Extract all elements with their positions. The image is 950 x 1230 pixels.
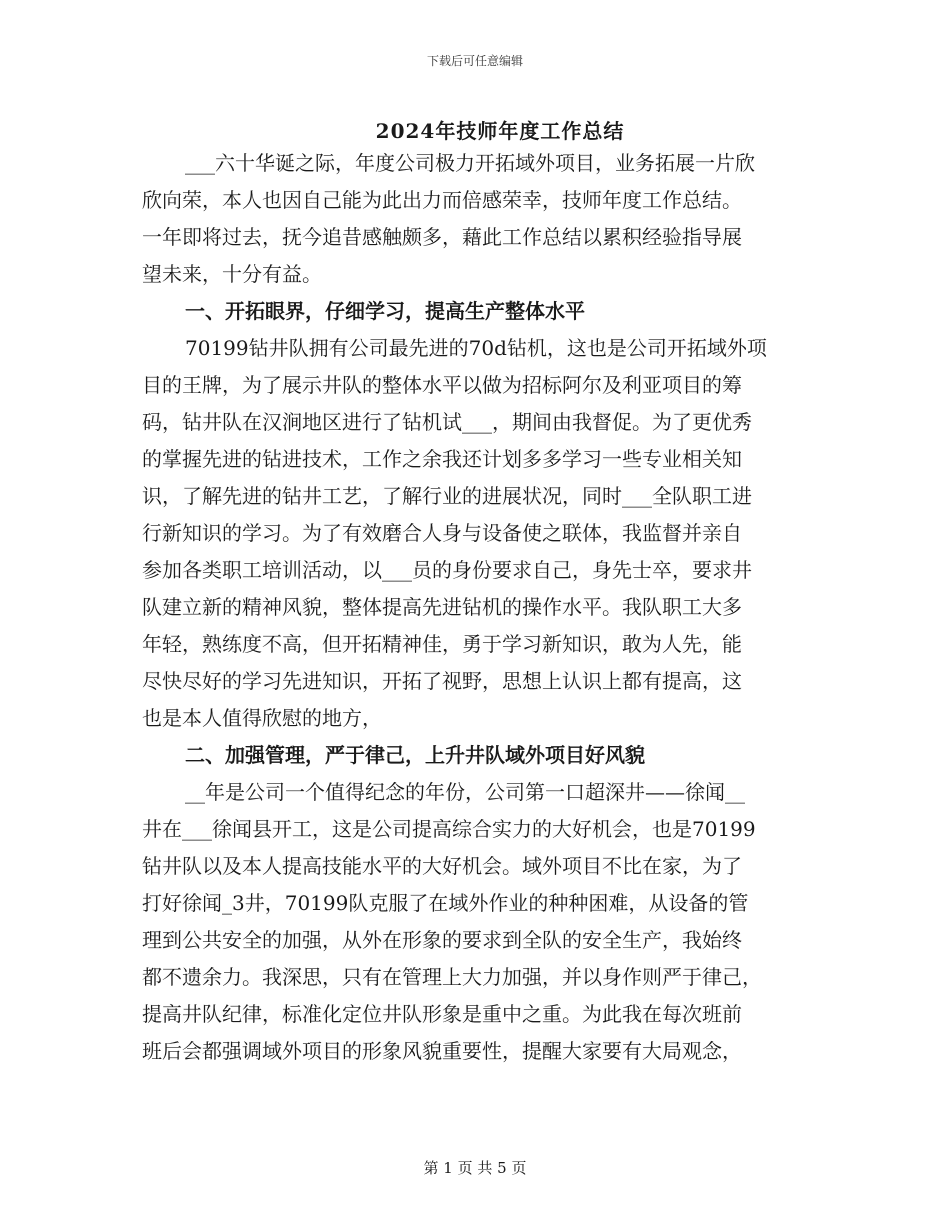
paragraph-line: 参加各类职工培训活动，以___员的身份要求自己，身先士卒，要求井 <box>142 558 752 582</box>
paragraph-line: 理到公共安全的加强，从外在形象的要求到全队的安全生产，我始终 <box>142 928 742 952</box>
paragraph-line: 也是本人值得欣慰的地方， <box>142 706 382 730</box>
paragraph-line: 识，了解先进的钻井工艺，了解行业的进展状况，同时___全队职工进 <box>142 484 752 508</box>
page-number-footer: 第 1 页 共 5 页 <box>423 1159 527 1177</box>
paragraph-line: 都不遗余力。我深思，只有在管理上大力加强，并以身作则严于律己， <box>142 965 762 989</box>
paragraph-line: 行新知识的学习。为了有效磨合人身与设备使之联体，我监督并亲自 <box>142 521 742 545</box>
section-heading: 一、开拓眼界，仔细学习，提高生产整体水平 <box>185 299 585 323</box>
paragraph-line: 班后会都强调域外项目的形象风貌重要性，提醒大家要有大局观念， <box>142 1039 742 1063</box>
paragraph-line: 码，钻井队在汉涧地区进行了钻机试___，期间由我督促。为了更优秀 <box>142 410 752 434</box>
paragraph-line: 年轻，熟练度不高，但开拓精神佳，勇于学习新知识，敢为人先，能 <box>142 632 742 656</box>
paragraph-line: 打好徐闻_3井，70199队克服了在域外作业的种种困难，从设备的管 <box>142 891 749 915</box>
paragraph-line: 欣向荣，本人也因自己能为此出力而倍感荣幸，技师年度工作总结。 <box>142 188 742 212</box>
paragraph-line: __年是公司一个值得纪念的年份，公司第一口超深井——徐闻__ <box>185 780 745 804</box>
paragraph-line: 目的王牌，为了展示井队的整体水平以做为招标阿尔及利亚项目的筹 <box>142 373 742 397</box>
paragraph-line: 一年即将过去，抚今追昔感触颇多，藉此工作总结以累积经验指导展 <box>142 225 742 249</box>
paragraph-line: 的掌握先进的钻进技术，工作之余我还计划多多学习一些专业相关知 <box>142 447 742 471</box>
paragraph-line: ___六十华诞之际，年度公司极力开拓域外项目，业务拓展一片欣 <box>185 151 755 175</box>
paragraph-line: 望未来，十分有益。 <box>142 262 322 286</box>
paragraph-line: 70199钻井队拥有公司最先进的70d钻机，这也是公司开拓域外项 <box>185 336 767 360</box>
section-heading: 二、加强管理，严于律己，上升井队域外项目好风貌 <box>185 743 645 767</box>
header-note: 下载后可任意编辑 <box>426 54 523 68</box>
paragraph-line: 井在___徐闻县开工，这是公司提高综合实力的大好机会，也是70199 <box>142 817 756 841</box>
paragraph-line: 钻井队以及本人提高技能水平的大好机会。域外项目不比在家，为了 <box>142 854 742 878</box>
document-title: 2024年技师年度工作总结 <box>375 119 625 143</box>
paragraph-line: 提高井队纪律，标准化定位井队形象是重中之重。为此我在每次班前 <box>142 1002 742 1026</box>
paragraph-line: 队建立新的精神风貌，整体提高先进钻机的操作水平。我队职工大多 <box>142 595 742 619</box>
paragraph-line: 尽快尽好的学习先进知识，开拓了视野，思想上认识上都有提高，这 <box>142 669 742 693</box>
